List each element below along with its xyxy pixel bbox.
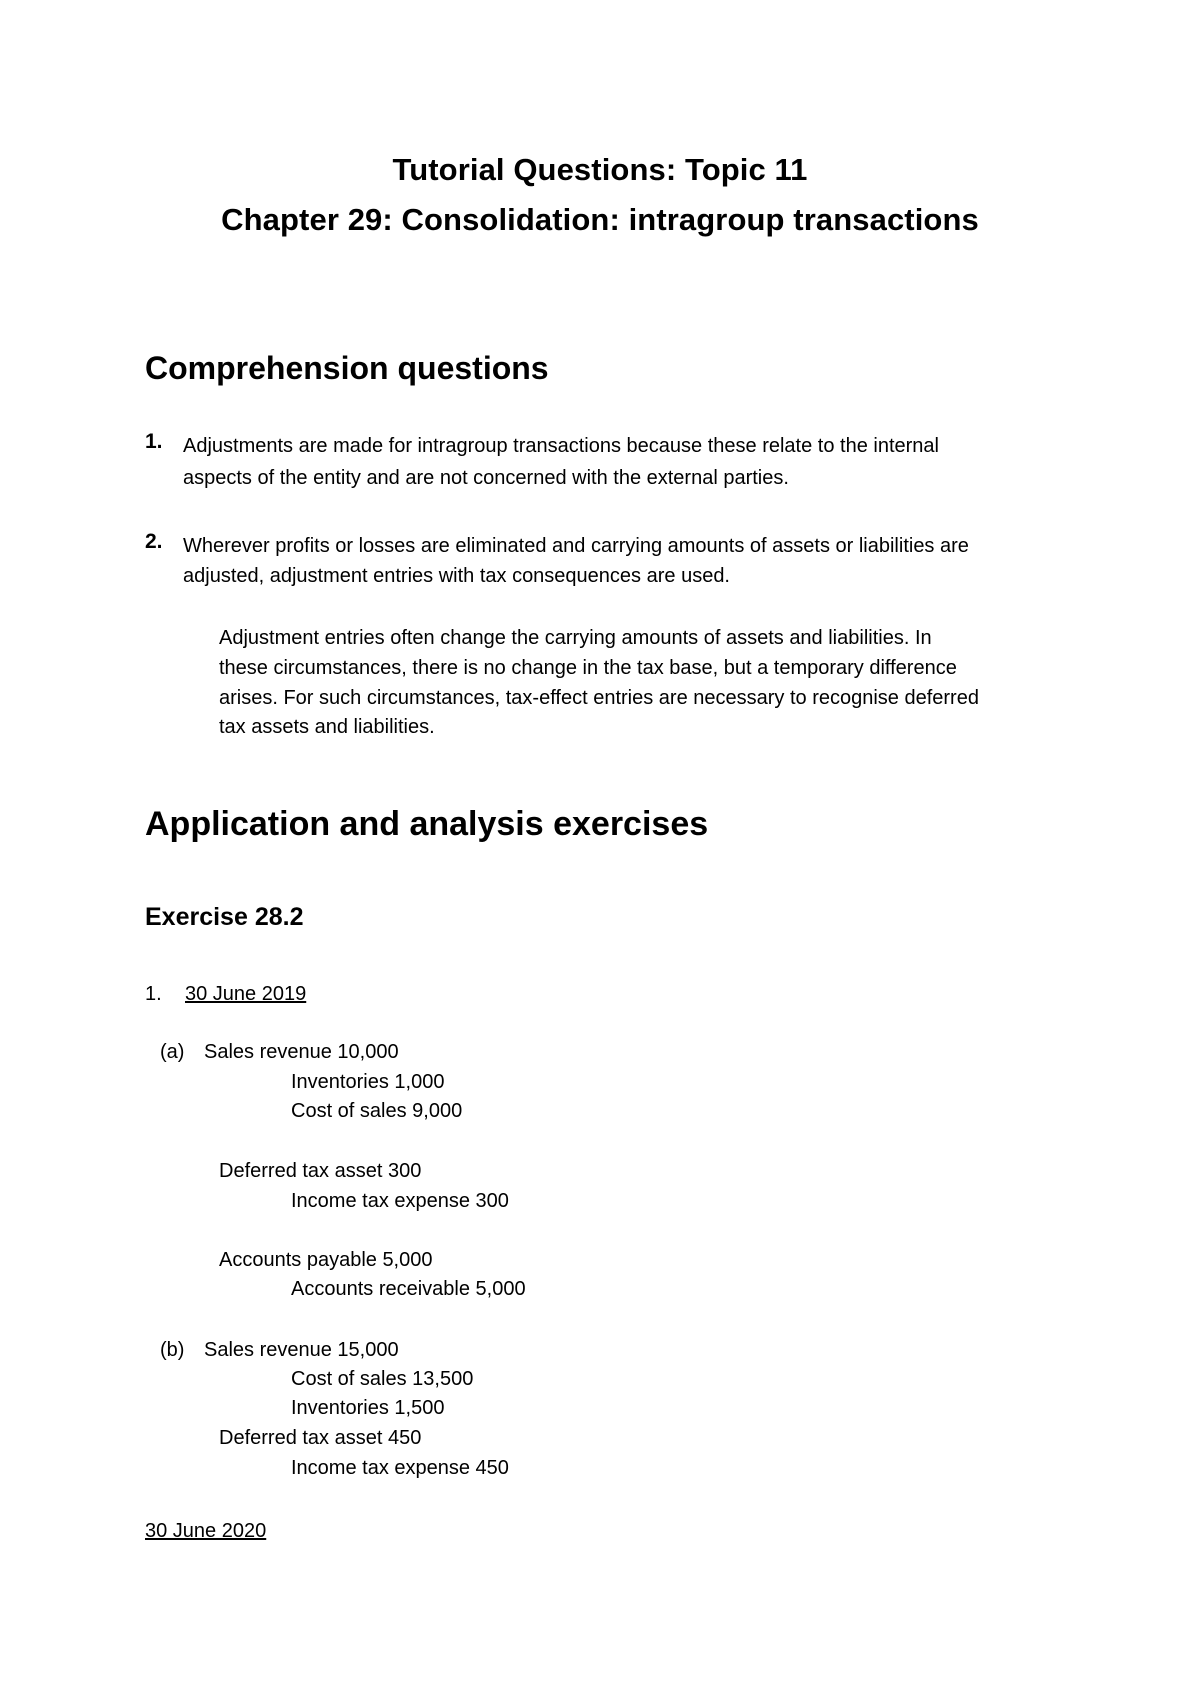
question-2-line-2: adjusted, adjustment entries with tax consequences are used. [183, 565, 730, 587]
entry-a-inventories: Inventories 1,000 [291, 1071, 445, 1093]
question-2-para-line-3: arises. For such circumstances, tax-effect entries are necessary to recognise deferred [219, 687, 979, 709]
entry-b-label: (b) [160, 1339, 185, 1361]
question-2-line-1: Wherever profits or losses are eliminated and carrying amounts of assets or liabilities are [183, 535, 969, 557]
question-1-number: 1. [145, 430, 163, 453]
question-2-para-line-2: these circumstances, there is no change in the tax base, but a temporary difference [219, 657, 957, 679]
question-1-line-2: aspects of the entity and are not concerned with the external parties. [183, 467, 789, 489]
item-1-date: 30 June 2019 [185, 983, 307, 1005]
entry-b-cost-of-sales: Cost of sales 13,500 [291, 1368, 474, 1390]
exercise-heading: Exercise 28.2 [145, 903, 304, 931]
entry-b-deferred-tax-asset: Deferred tax asset 450 [219, 1427, 422, 1449]
title-line-1: Tutorial Questions: Topic 11 [392, 152, 808, 187]
entry-a-accounts-payable: Accounts payable 5,000 [219, 1249, 433, 1271]
entry-a-cost-of-sales: Cost of sales 9,000 [291, 1100, 463, 1122]
entry-b-sales-revenue: Sales revenue 15,000 [204, 1339, 399, 1361]
question-2-number: 2. [145, 530, 163, 553]
entry-a-income-tax-expense: Income tax expense 300 [291, 1190, 509, 1212]
entry-a-sales-revenue: Sales revenue 10,000 [204, 1041, 399, 1063]
entry-a-deferred-tax-asset: Deferred tax asset 300 [219, 1160, 422, 1182]
question-1-line-1: Adjustments are made for intragroup transactions because these relate to the internal [183, 435, 939, 457]
question-2-para-line-4: tax assets and liabilities. [219, 716, 435, 738]
application-heading: Application and analysis exercises [145, 805, 709, 843]
question-2-para-line-1: Adjustment entries often change the carrying amounts of assets and liabilities. In [219, 627, 932, 649]
date-2020: 30 June 2020 [145, 1520, 267, 1542]
entry-b-income-tax-expense: Income tax expense 450 [291, 1457, 509, 1479]
entry-a-label: (a) [160, 1041, 185, 1063]
entry-a-accounts-receivable: Accounts receivable 5,000 [291, 1278, 526, 1300]
title-line-2: Chapter 29: Consolidation: intragroup transactions [221, 202, 979, 237]
item-1-number: 1. [145, 983, 162, 1005]
comprehension-heading: Comprehension questions [145, 350, 549, 386]
entry-b-inventories: Inventories 1,500 [291, 1397, 445, 1419]
